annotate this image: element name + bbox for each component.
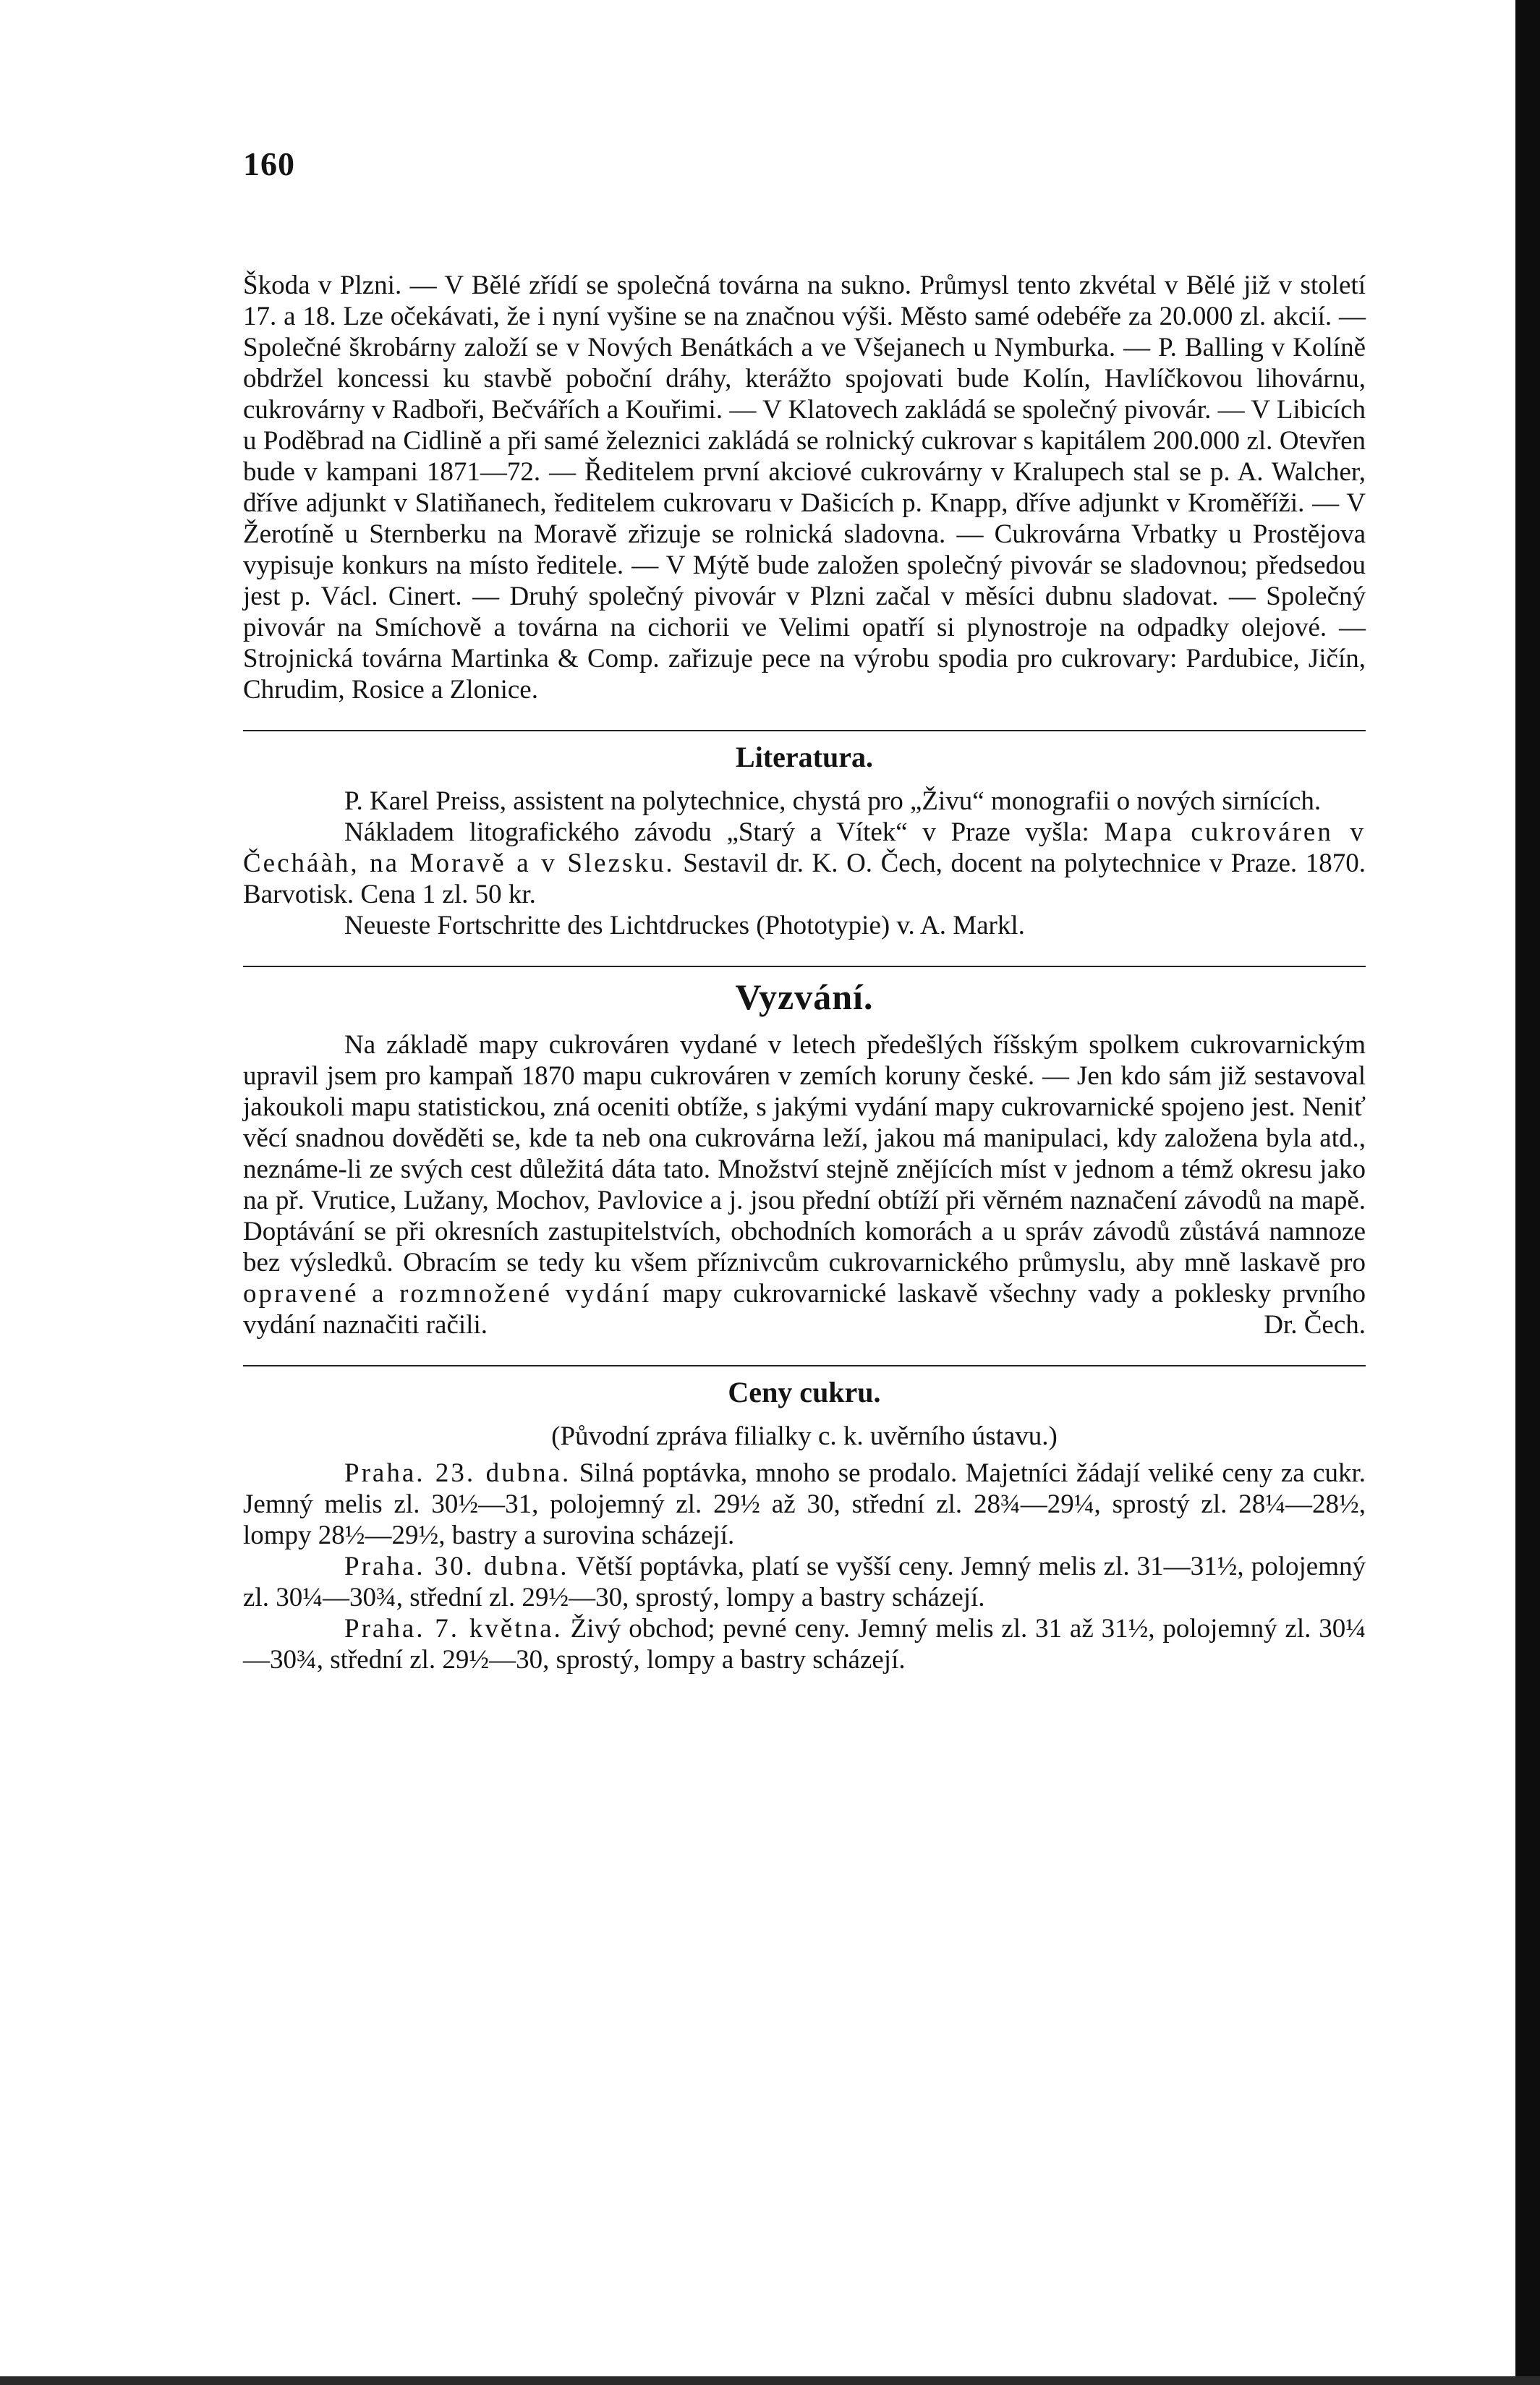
ceny-subheading: (Původní zpráva filialky c. k. uvěrního ústavu.): [551, 1421, 1058, 1451]
price-entry-text: Větší poptávka, platí se vyšší ceny. Jemný melis zl. 31—31½, polojemný zl. 30¼—30¾, střední zl. 29½—30, sprostý, lompy a bastry scházejí.: [243, 1552, 1366, 1612]
literatura-item-2-prefix: Nákladem litografického závodu „Starý a Vítek“ v Praze vyšla:: [344, 817, 1089, 847]
scan-edge-right: [1515, 0, 1540, 2385]
page-number: 160: [243, 145, 295, 182]
literatura-item-2-suffix: Sestavil dr. K. O. Čech, docent na polytechnice v Praze. 1870. Barvotisk. Cena 1 zl. 50 kr.: [243, 849, 1366, 909]
price-entry: [243, 1613, 1366, 1675]
scan-edge-bottom: [0, 2376, 1540, 2385]
literatura-item-1: P. Karel Preiss, assistent na polytechnice, chystá pro „Živu“ monografii o nových sirnících.: [344, 786, 1322, 816]
price-entry-text: Živý obchod; pevné ceny. Jemný melis zl. 31 až 31½, polojemný zl. 30¼—30¾, střední zl. 29½—30, sprostý, lompy a bastry scházejí.: [243, 1614, 1366, 1675]
vyzvani-paragraph: [243, 1029, 1366, 1340]
price-entry-date: Praha. 7. května.: [344, 1614, 563, 1644]
map-title: Mapa cukrováren v Čecháàh, na Moravě a v Slezsku.: [243, 817, 1366, 878]
vyzvani-text-a: Na základě mapy cukrováren vydané v letech předešlých říšským spolkem cukrovarnickým upravil jsem pro kampaň 1870 mapu cukrováren v zemích koruny české. — Jen kdo sám již sestavoval jakoukoli mapu statistickou, zná oceniti obtíže, s jakými vydání mapy cukrovarnické spojeno jest. Neniť věcí snadnou dověděti se, kde ta neb ona cukrovárna leží, jakou má manipulaci, kdy založena byla atd., neznáme-li ze svých cest důležitá dáta tato. Množství stejně znějících míst v jednom a témž okresu jako na př. Vrutice, Lužany, Mochov, Pavlovice a j. jsou přední obtíží při věrném naznačení závodů na mapě. Doptávání se při okresních zastupitelstvích, obchodních komorách a u správ závodů zůstává namnoze bez výsledků. Obracím se tedy ku všem příznivcům cukrovarnického průmyslu, aby mně laskavě pro: [243, 1030, 1366, 1277]
literatura-heading: Literatura.: [736, 741, 873, 773]
signature: Dr. Čech.: [1264, 1310, 1366, 1340]
price-entry: [243, 1458, 1366, 1551]
price-entry-text: Silná poptávka, mnoho se prodalo. Majetníci žádají veliké ceny za cukr. Jemný melis zl. 30½—31, polojemný zl. 29½ až 30, střední zl. 28¾—29¼, sprostý zl. 28¼—28½, lompy 28½—29½, bastry a surovina scházejí.: [243, 1458, 1366, 1550]
section-divider: [243, 966, 1366, 967]
page-content: [243, 145, 1366, 1675]
literatura-item-3: Neueste Fortschritte des Lichtdruckes (Phototypie) v. A. Markl.: [344, 911, 1025, 940]
price-entry-date: Praha. 23. dubna.: [344, 1458, 571, 1488]
literatura-item-2: [243, 817, 1366, 910]
vyzvani-text-b: mapy cukrovarnické laskavě všechny vady a poklesky prvního vydání naznačiti račili.: [243, 1279, 1366, 1340]
price-entry: [243, 1551, 1366, 1613]
ceny-heading: Ceny cukru.: [728, 1376, 881, 1408]
news-paragraph: Škoda v Plzni. — V Bělé zřídí se společná továrna na sukno. Průmysl tento zkvétal v Bělé již v století 17. a 18. Lze očekávati, že i nyní vyšine se na značnou výši. Město samé odebéře za 20.000 zl. akcií. — Společné škrobárny založí se v Nových Benátkách a ve Všejanech u Nymburka. — P. Balling v Kolíně obdržel koncessi ku stavbě poboční dráhy, kterážto spojovati bude Kolín, Havlíčkovou lihovárnu, cukrovárny v Radboři, Bečvářích a Kouřimi. — V Klatovech zakládá se společný pivovár. — V Libicích u Poděbrad na Cidlině a při samé železnici zakládá se rolnický cukrovar s kapitálem 200.000 zl. Otevřen bude v kampani 1871—72. — Ředitelem první akciové cukrovárny v Kralupech stal se p. A. Walcher, dříve adjunkt v Slatiňanech, ředitelem cukrovaru v Dašicích p. Knapp, dříve adjunkt v Kroměříži. — V Žerotíně u Sternberku na Moravě zřizuje se rolnická sladovna. — Cukrovárna Vrbatky u Prostějova vypisuje konkurs na místo ředitele. — V Mýtě bude založen společný pivovár se sladovnou; předsedou jest p. Václ. Cinert. — Druhý společný pivovár v Plzni začal v měsíci dubnu sladovat. — Společný pivovár na Smíchově a továrna na cichorii ve Velimi opatří si plynostroje na odpadky olejové. — Strojnická továrna Martinka & Comp. zařizuje pece na výrobu spodia pro cukrovary: Pardubice, Jičín, Chrudim, Rosice a Zlonice.: [243, 271, 1366, 705]
price-entry-date: Praha. 30. dubna.: [344, 1552, 569, 1581]
section-divider: [243, 1365, 1366, 1366]
section-divider: [243, 730, 1366, 731]
vyzvani-spaced-text: opravené a rozmnožené vydání: [243, 1279, 652, 1309]
vyzvani-heading: Vyzvání.: [735, 977, 874, 1017]
